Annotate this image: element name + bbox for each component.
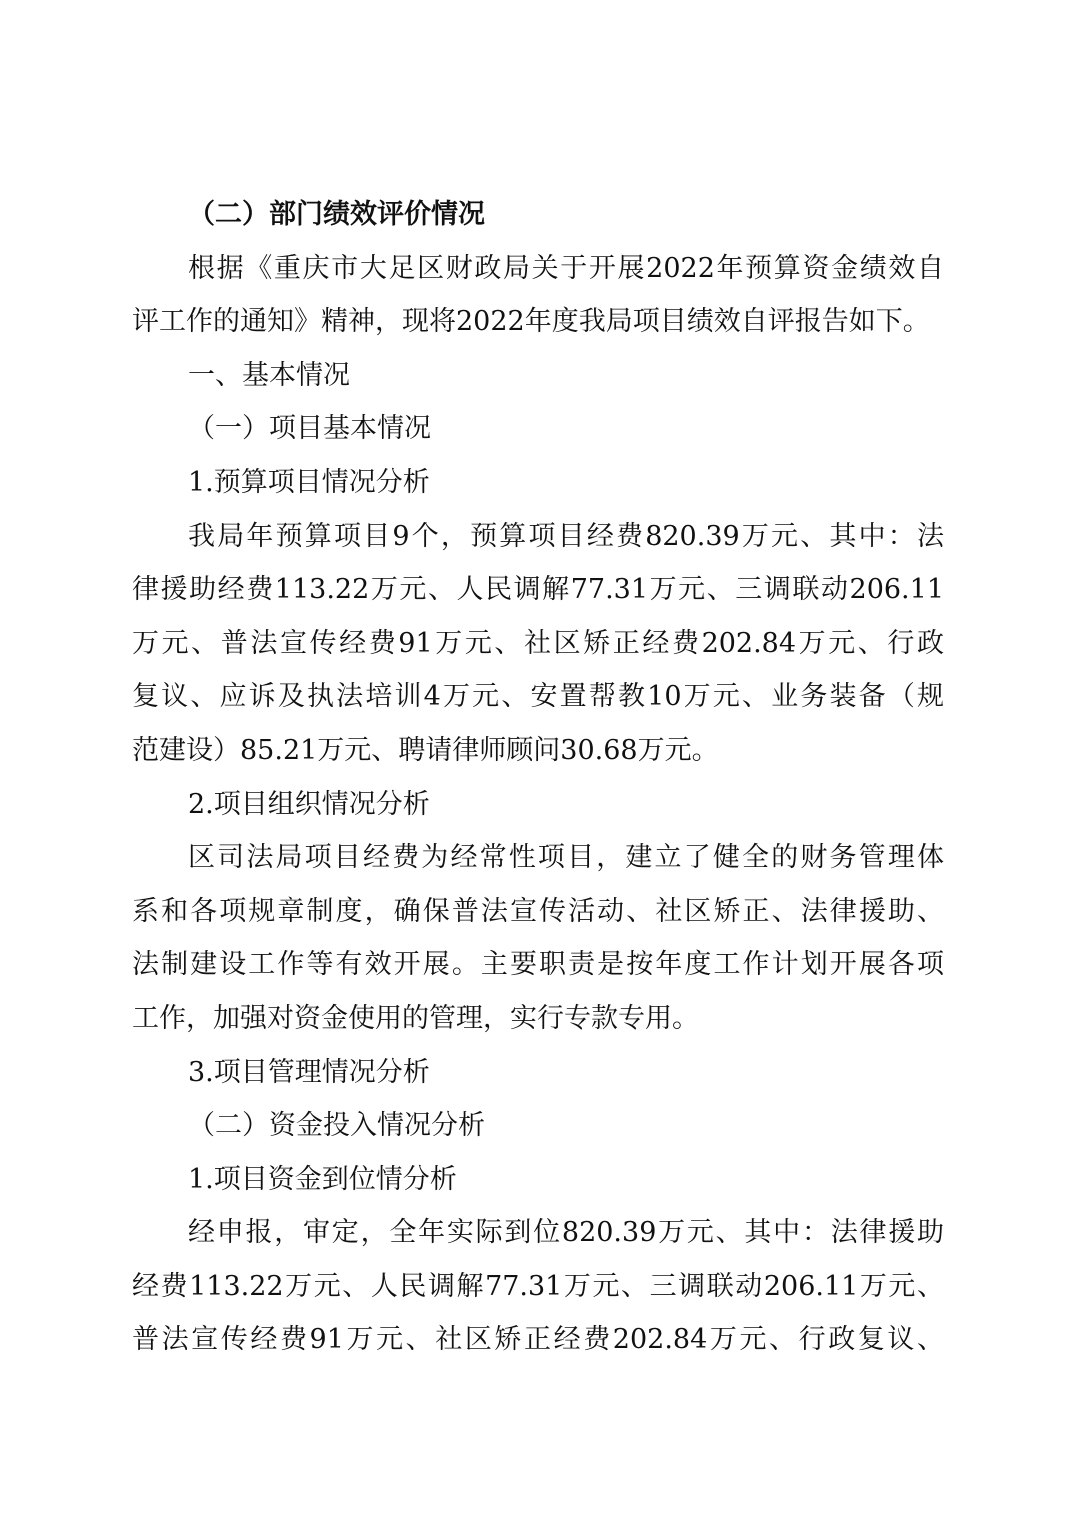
- subheading: 2.项目组织情况分析: [188, 788, 430, 820]
- subheading: 3.项目管理情况分析: [188, 1056, 430, 1088]
- subheading: 一、基本情况: [188, 359, 350, 391]
- paragraph-line: 经费113.22万元、人民调解77.31万元、三调联动206.11万元、: [132, 1270, 944, 1302]
- paragraph-line: 根据《重庆市大足区财政局关于开展2022年预算资金绩效自: [188, 252, 944, 284]
- paragraph-line: 普法宣传经费91万元、社区矫正经费202.84万元、行政复议、: [132, 1324, 944, 1356]
- subheading: 1.项目资金到位情分析: [188, 1163, 457, 1195]
- paragraph-line: 我局年预算项目9个，预算项目经费820.39万元、其中：法: [188, 520, 944, 552]
- paragraph-line: 范建设）85.21万元、聘请律师顾问30.68万元。: [132, 734, 719, 766]
- subheading: （二）资金投入情况分析: [188, 1110, 485, 1142]
- paragraph-line: 系和各项规章制度，确保普法宣传活动、社区矫正、法律援助、: [132, 895, 944, 927]
- paragraph-line: 区司法局项目经费为经常性项目，建立了健全的财务管理体: [188, 842, 944, 874]
- section-heading: （二）部门绩效评价情况: [188, 199, 485, 230]
- paragraph-line: 万元、普法宣传经费91万元、社区矫正经费202.84万元、行政: [132, 627, 944, 659]
- paragraph-line: 经申报，审定，全年实际到位820.39万元、其中：法律援助: [188, 1217, 944, 1249]
- paragraph-line: 律援助经费113.22万元、人民调解77.31万元、三调联动206.11: [132, 574, 944, 606]
- paragraph-line: 评工作的通知》精神，现将2022年度我局项目绩效自评报告如下。: [132, 306, 930, 338]
- document-page: [132, 188, 944, 1367]
- subheading: （一）项目基本情况: [188, 413, 431, 445]
- paragraph-line: 复议、应诉及执法培训4万元、安置帮教10万元、业务装备（规: [132, 681, 944, 713]
- paragraph-line: 工作，加强对资金使用的管理，实行专款专用。: [132, 1002, 699, 1034]
- subheading: 1.预算项目情况分析: [188, 466, 430, 498]
- paragraph-line: 法制建设工作等有效开展。主要职责是按年度工作计划开展各项: [132, 949, 944, 981]
